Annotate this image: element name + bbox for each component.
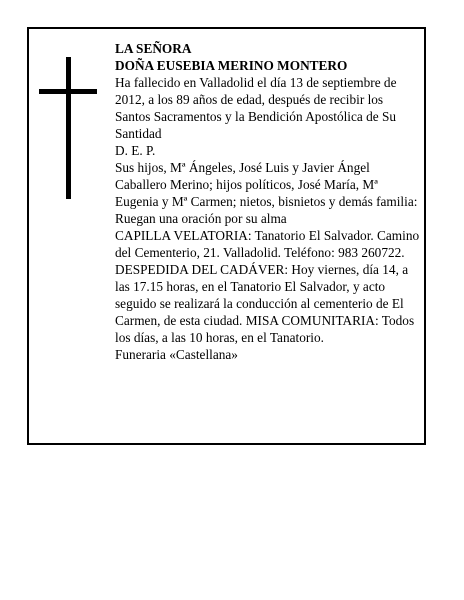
obituary-notice [27,27,426,445]
death-announcement: Ha fallecido en Valladolid el día 13 de septiembre de 2012, a los 89 años de edad, después de recibir los Santos Sacramentos y la Bendición Apostólica de Su Santidad [115,75,397,141]
farewell-info: DESPEDIDA DEL CADÁVER: Hoy viernes, día 14, a las 17.15 horas, en el Tanatorio El Salvador, y acto seguido se realizará la conducción al cementerio de El Carmen, de esta ciudad. MISA COMUNITARIA: Todos los días, a las 10 horas, en el Tanatorio. [115,262,415,345]
cross-icon [39,57,97,199]
notice-title: LA SEÑORA [115,41,192,56]
funeral-home: Funeraria «Castellana» [115,347,238,362]
family-list: Sus hijos, Mª Ángeles, José Luis y Javier Ángel Caballero Merino; hijos políticos, José María, Mª Eugenia y Mª Carmen; nietos, bisnietos y demás familia: [115,160,418,209]
notice-text [115,40,421,363]
cross-vertical-bar [66,57,71,199]
rip-text: D. E. P. [115,143,156,158]
deceased-name: DOÑA EUSEBIA MERINO MONTERO [115,58,348,73]
chapel-info: CAPILLA VELATORIA: Tanatorio El Salvador. Camino del Cementerio, 21. Valladolid. Teléfono: 983 260722. [115,228,420,260]
cross-horizontal-bar [39,89,97,94]
prayer-request: Ruegan una oración por su alma [115,211,287,226]
